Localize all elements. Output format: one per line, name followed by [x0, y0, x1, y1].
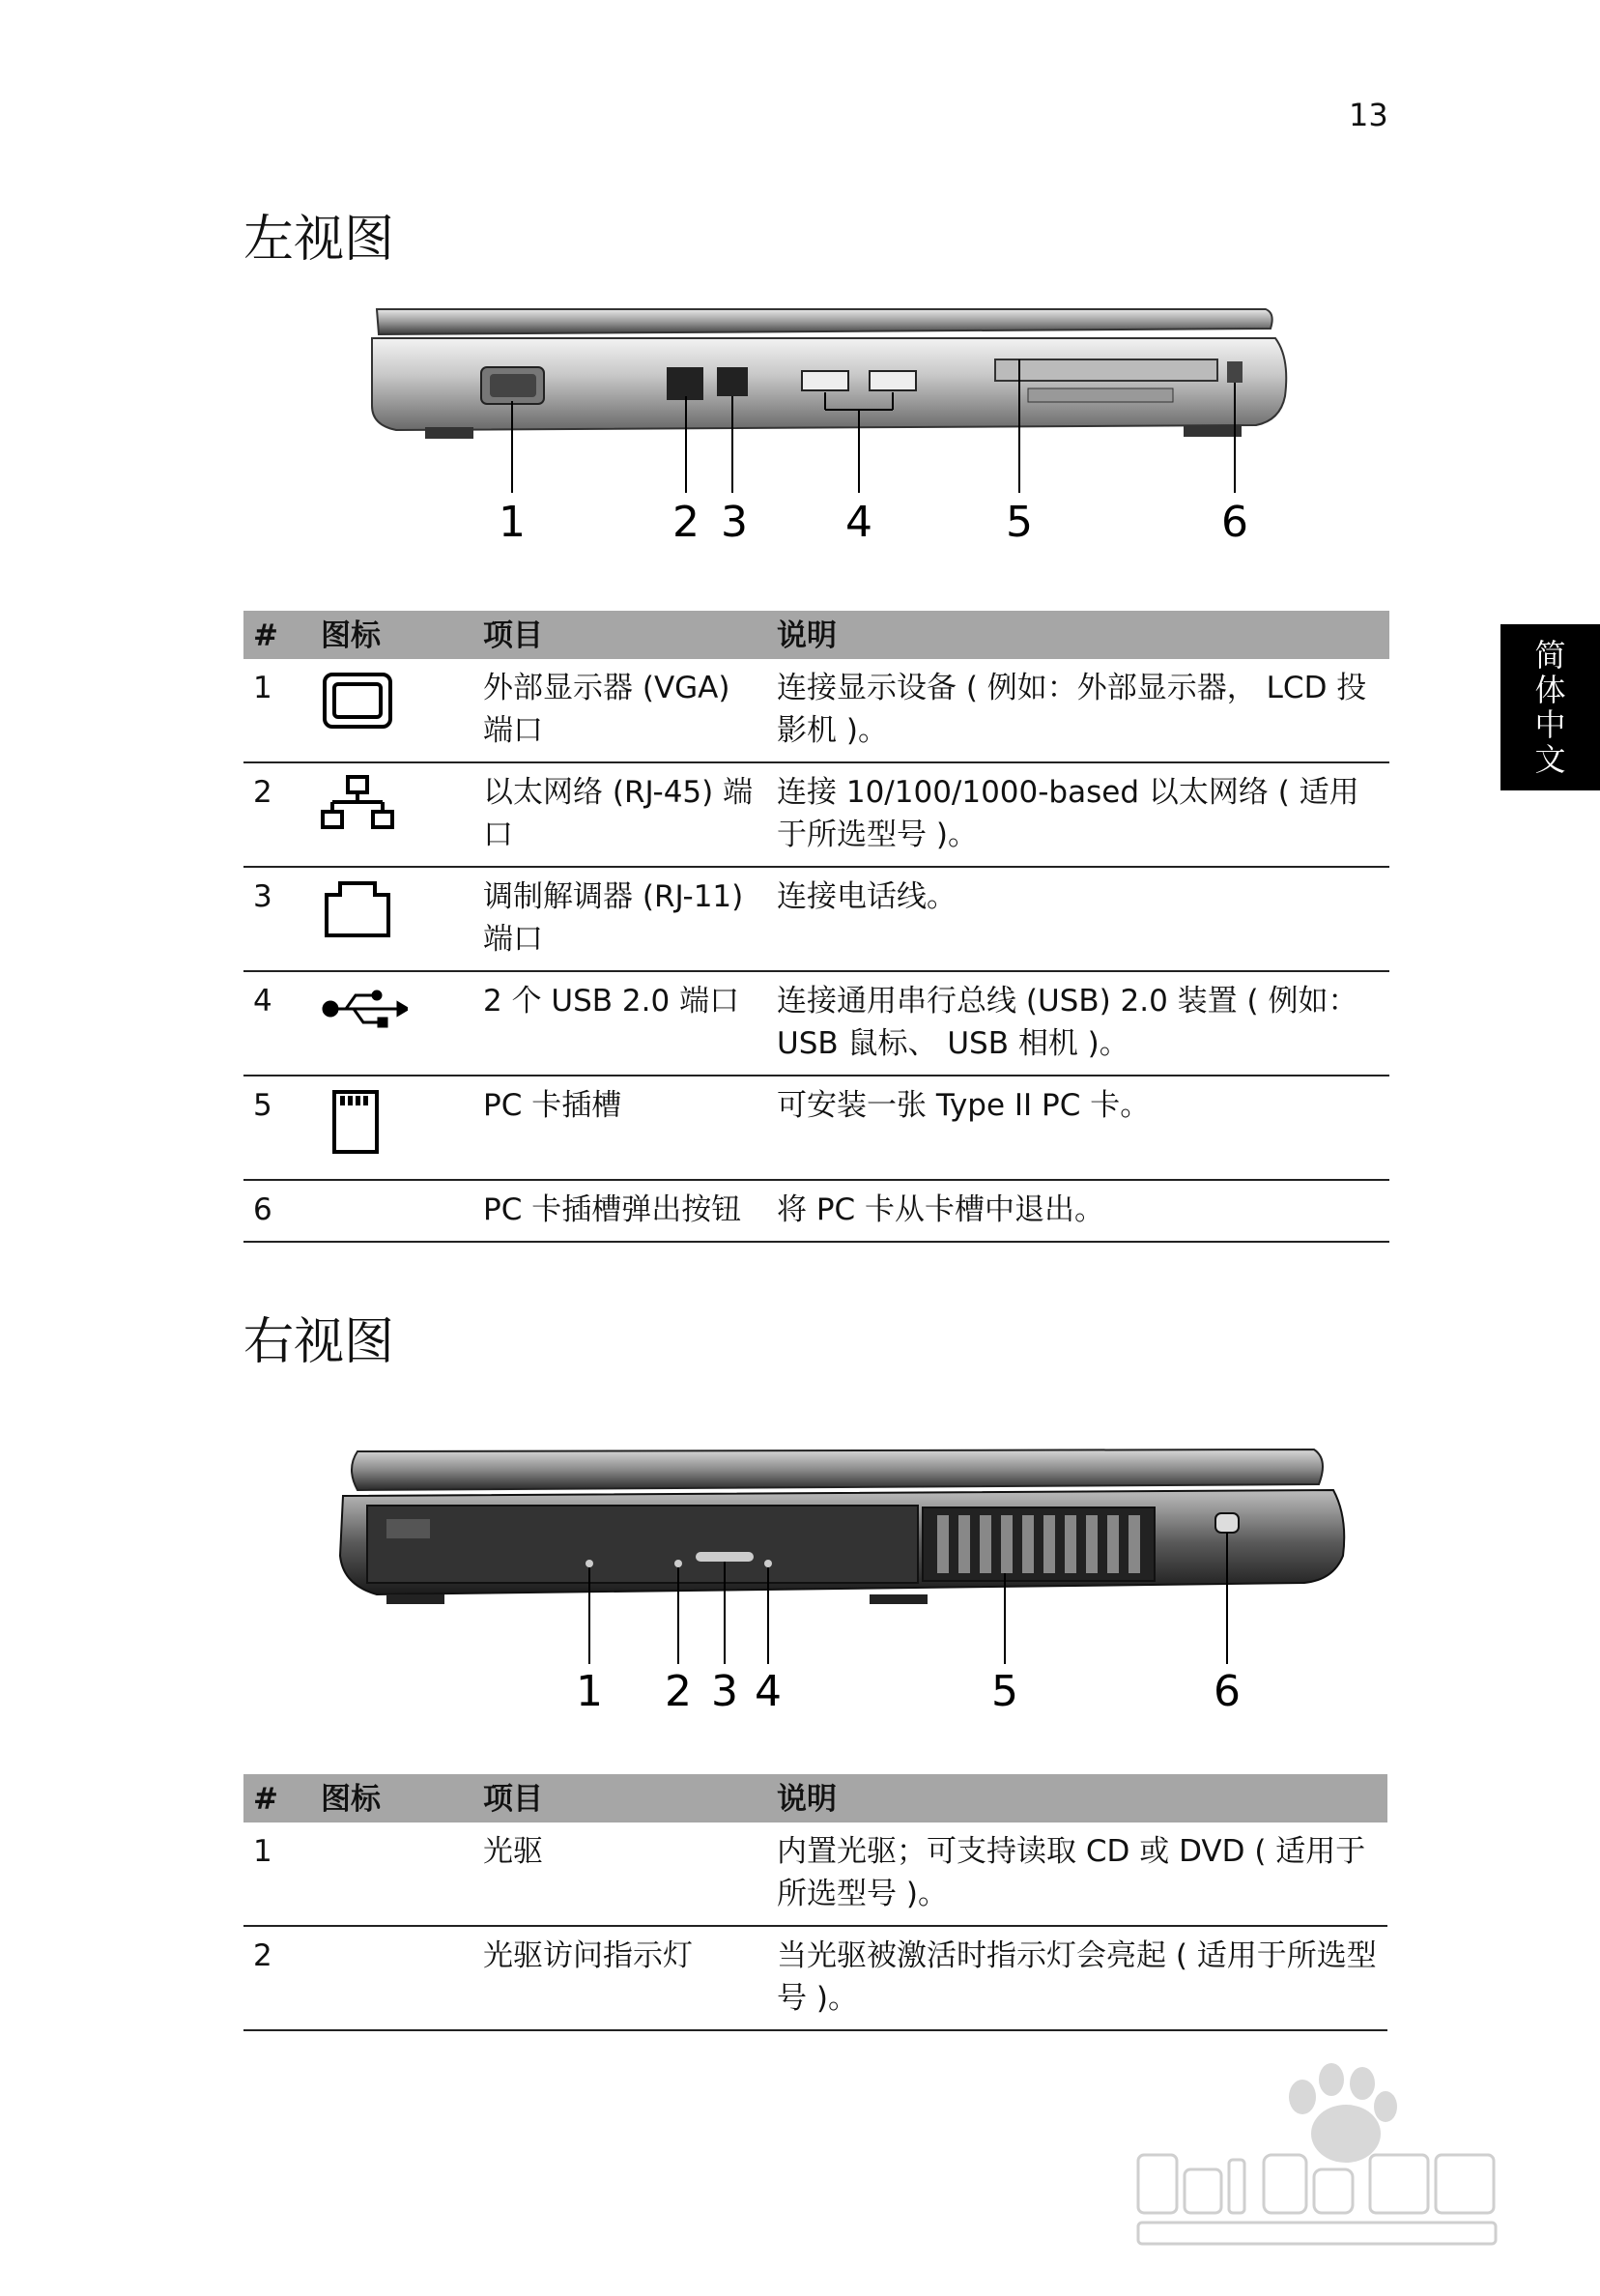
column-header-item: 项目 [473, 1774, 767, 1822]
right-view-table [243, 1774, 1387, 2031]
usb-icon [321, 984, 408, 1032]
row-number: 3 [243, 867, 311, 971]
table-row [243, 1180, 1389, 1242]
row-item: 外部显示器 (VGA) 端口 [473, 659, 767, 762]
right-callout-label: 6 [1214, 1667, 1241, 1710]
row-description: 当光驱被激活时指示灯会亮起 ( 适用于所选型号 )。 [767, 1926, 1387, 2030]
right-callout-label: 5 [991, 1667, 1018, 1710]
vga-monitor-icon [321, 671, 394, 731]
row-description: 可安装一张 Type II PC 卡。 [767, 1076, 1389, 1180]
right-callout-label: 1 [576, 1667, 603, 1710]
column-header-item: 项目 [473, 611, 767, 659]
column-header-description: 说明 [767, 611, 1389, 659]
language-tab-char: 文 [1534, 741, 1566, 778]
row-number: 1 [243, 659, 311, 762]
row-number: 2 [243, 762, 311, 867]
row-item: 光驱 [473, 1822, 767, 1926]
table-row [243, 762, 1389, 867]
left-view-table [243, 611, 1389, 1243]
table-row [243, 971, 1389, 1076]
row-description: 连接显示设备 ( 例如：外部显示器， LCD 投影机 )。 [767, 659, 1389, 762]
language-tab-char: 体 [1534, 672, 1566, 708]
ethernet-network-icon [321, 775, 394, 835]
left-side-laptop-figure [357, 300, 1295, 541]
language-tab [1500, 624, 1600, 790]
table-row [243, 867, 1389, 971]
right-view-title: 右视图 [243, 1313, 395, 1371]
row-item: 以太网络 (RJ-45) 端口 [473, 762, 767, 867]
left-callout-label: 5 [1006, 498, 1033, 541]
row-number: 4 [243, 971, 311, 1076]
column-header-icon: 图标 [311, 1774, 473, 1822]
left-callout-label: 3 [721, 498, 748, 541]
table-row [243, 1926, 1387, 2030]
row-number: 6 [243, 1180, 311, 1242]
left-view-title: 左视图 [243, 211, 395, 269]
left-callout-label: 4 [845, 498, 872, 541]
modem-phone-jack-icon [321, 879, 394, 939]
column-header-number: # [243, 1774, 311, 1822]
left-callout-label: 2 [672, 498, 700, 541]
row-item: PC 卡插槽 [473, 1076, 767, 1180]
column-header-number: # [243, 611, 311, 659]
language-tab-char: 简 [1534, 637, 1566, 674]
row-item: 光驱访问指示灯 [473, 1926, 767, 2030]
table-row [243, 659, 1389, 762]
row-description: 连接 10/100/1000-based 以太网络 ( 适用于所选型号 )。 [767, 762, 1389, 867]
pc-card-slot-icon [321, 1088, 394, 1156]
right-callout-label: 2 [665, 1667, 692, 1710]
row-number: 1 [243, 1822, 311, 1926]
table-row [243, 1076, 1389, 1180]
row-number: 5 [243, 1076, 311, 1180]
row-description: 连接通用串行总线 (USB) 2.0 装置 ( 例如：USB 鼠标、 USB 相机 )。 [767, 971, 1389, 1076]
left-callout-label: 1 [499, 498, 526, 541]
language-tab-char: 中 [1534, 706, 1566, 743]
right-callout-label: 3 [711, 1667, 738, 1710]
column-header-icon: 图标 [311, 611, 473, 659]
baidu-jingyan-watermark [1129, 2058, 1515, 2252]
row-description: 连接电话线。 [767, 867, 1389, 971]
page-number: 13 [1349, 97, 1388, 133]
table-header-row [243, 611, 1389, 659]
row-description: 将 PC 卡从卡槽中退出。 [767, 1180, 1389, 1242]
right-callout-label: 4 [755, 1667, 782, 1710]
table-header-row [243, 1774, 1387, 1822]
row-item: 调制解调器 (RJ-11) 端口 [473, 867, 767, 971]
row-description: 内置光驱；可支持读取 CD 或 DVD ( 适用于所选型号 )。 [767, 1822, 1387, 1926]
row-item: 2 个 USB 2.0 端口 [473, 971, 767, 1076]
column-header-description: 说明 [767, 1774, 1387, 1822]
left-callout-label: 6 [1221, 498, 1248, 541]
row-item: PC 卡插槽弹出按钮 [473, 1180, 767, 1242]
table-row [243, 1822, 1387, 1926]
right-side-laptop-figure [329, 1440, 1353, 1710]
row-number: 2 [243, 1926, 311, 2030]
